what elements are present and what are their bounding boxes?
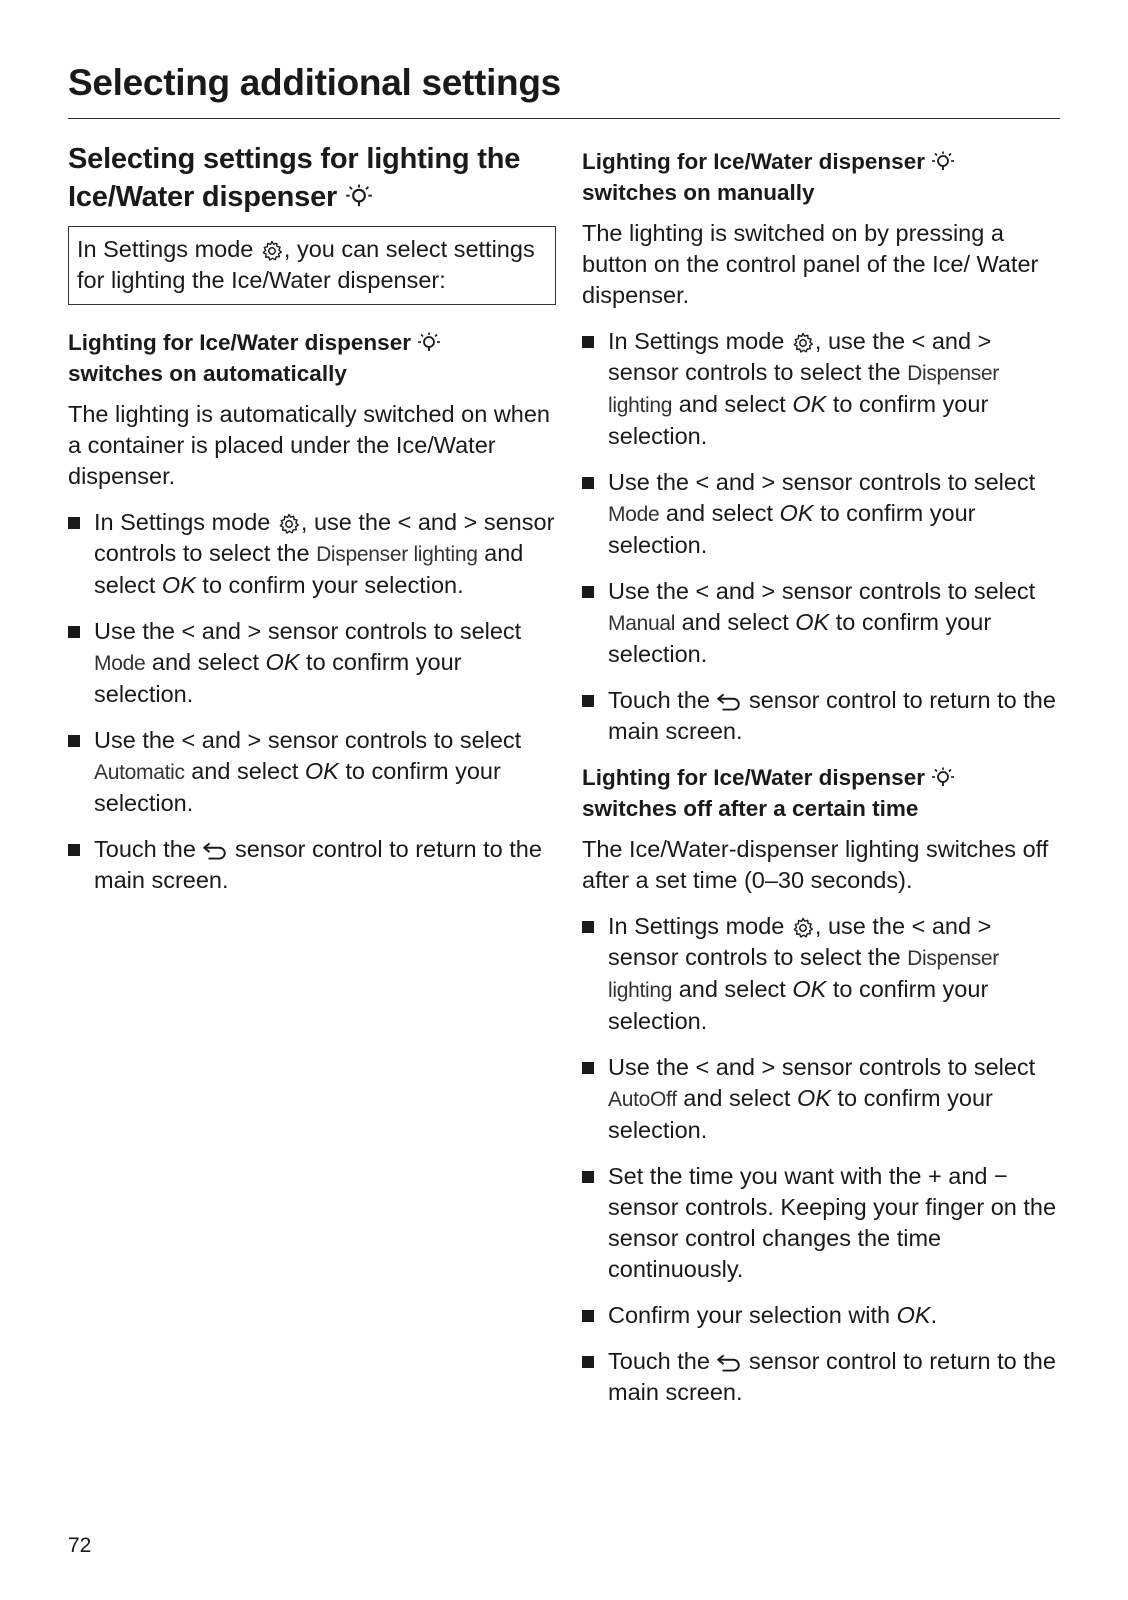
step-list — [582, 326, 1060, 747]
right-arrow-icon: > — [977, 328, 992, 354]
settings-gear-icon — [260, 239, 284, 263]
display-text: Mode — [94, 652, 146, 675]
back-icon — [716, 1353, 742, 1373]
list-item: Touch the sensor control to return to the main screen. — [68, 834, 556, 896]
settings-gear-icon — [791, 916, 815, 940]
bullet-icon — [68, 626, 80, 638]
bullet-icon — [582, 1310, 594, 1322]
left-arrow-icon: < — [911, 328, 926, 354]
bullet-icon — [582, 477, 594, 489]
right-arrow-icon: > — [761, 578, 776, 604]
title-divider — [68, 118, 1060, 119]
right-arrow-icon: > — [247, 618, 262, 644]
list-item: Touch the sensor control to return to the main screen. — [582, 1346, 1060, 1408]
bullet-icon — [582, 695, 594, 707]
step-list — [68, 507, 556, 896]
ok-label: OK — [795, 609, 830, 635]
bullet-icon — [68, 735, 80, 747]
display-text: Dispenser lighting — [316, 543, 478, 566]
settings-gear-icon — [791, 331, 815, 355]
right-arrow-icon: > — [761, 1054, 776, 1080]
display-text: Mode — [608, 503, 660, 526]
ok-label: OK — [896, 1302, 931, 1328]
step-list — [582, 911, 1060, 1408]
ok-label: OK — [792, 976, 827, 1002]
right-arrow-icon: > — [247, 727, 262, 753]
left-arrow-icon: < — [695, 469, 710, 495]
right-arrow-icon: > — [761, 469, 776, 495]
left-arrow-icon: < — [181, 618, 196, 644]
list-item: Touch the sensor control to return to the main screen. — [582, 685, 1060, 747]
list-item: In Settings mode , use the < and > sensor controls to select the Dispenser lighting and select OK to confirm your selection. — [582, 911, 1060, 1037]
list-item: Use the < and > sensor controls to select AutoOff and select OK to confirm your selection. — [582, 1052, 1060, 1146]
intro-box: In Settings mode , you can select settings for lighting the Ice/Water dispenser: — [68, 226, 556, 305]
settings-gear-icon — [277, 512, 301, 536]
ok-label: OK — [161, 572, 196, 598]
light-icon — [931, 767, 955, 791]
display-text: AutoOff — [608, 1088, 677, 1111]
left-arrow-icon: < — [397, 509, 412, 535]
page-number: 72 — [68, 1534, 92, 1557]
paragraph: The Ice/Water-dispenser lighting switches off after a set time (0–30 seconds). — [582, 836, 1049, 893]
ok-label: OK — [304, 758, 339, 784]
list-item: Use the < and > sensor controls to select Mode and select OK to confirm your selection. — [68, 616, 556, 710]
bullet-icon — [68, 517, 80, 529]
bullet-icon — [68, 844, 80, 856]
section-heading-text: Selecting settings for lighting the Ice/Water dispenser — [68, 143, 521, 213]
light-icon — [417, 332, 441, 356]
left-arrow-icon: < — [695, 1054, 710, 1080]
list-item: Confirm your selection with OK. — [582, 1300, 1060, 1331]
bullet-icon — [582, 921, 594, 933]
ok-label: OK — [779, 500, 814, 526]
subsection-heading-automatic: Lighting for Ice/Water dispenser switches on automatically — [68, 327, 556, 389]
bullet-icon — [582, 336, 594, 348]
list-item: Use the < and > sensor controls to select Automatic and select OK to confirm your selection. — [68, 725, 556, 819]
right-column — [582, 146, 1060, 1423]
back-icon — [716, 692, 742, 712]
left-arrow-icon: < — [695, 578, 710, 604]
minus-icon: − — [994, 1163, 1008, 1189]
left-arrow-icon: < — [911, 913, 926, 939]
page-title: Selecting additional settings — [68, 62, 561, 103]
list-item: Use the < and > sensor controls to select Manual and select OK to confirm your selection. — [582, 576, 1060, 670]
bullet-icon — [582, 1062, 594, 1074]
subsection-heading-manual: Lighting for Ice/Water dispenser switches on manually — [582, 146, 1060, 208]
section-heading — [68, 140, 556, 216]
left-arrow-icon: < — [181, 727, 196, 753]
plus-icon: + — [928, 1163, 942, 1189]
light-icon — [345, 184, 373, 212]
list-item: Set the time you want with the + and − sensor controls. Keeping your finger on the sensor control changes the time continuously. — [582, 1161, 1060, 1285]
display-text: Manual — [608, 612, 676, 635]
ok-label: OK — [796, 1085, 831, 1111]
right-arrow-icon: > — [977, 913, 992, 939]
back-icon — [202, 841, 228, 861]
display-text: Automatic — [94, 761, 185, 784]
subsection-heading-autooff: Lighting for Ice/Water dispenser switches off after a certain time — [582, 762, 1060, 824]
left-column — [68, 140, 556, 911]
ok-label: OK — [792, 391, 827, 417]
bullet-icon — [582, 586, 594, 598]
display-text: Dispenser lighting — [608, 947, 999, 1002]
paragraph: The lighting is automatically switched on when a container is placed under the Ice/Water dispenser. — [68, 401, 551, 489]
right-arrow-icon: > — [463, 509, 478, 535]
display-text: Dispenser lighting — [608, 362, 999, 417]
paragraph: The lighting is switched on by pressing a button on the control panel of the Ice/ Water dispenser. — [582, 220, 1039, 308]
light-icon — [931, 151, 955, 175]
ok-label: OK — [265, 649, 300, 675]
bullet-icon — [582, 1356, 594, 1368]
bullet-icon — [582, 1171, 594, 1183]
list-item: In Settings mode , use the < and > sensor controls to select the Dispenser lighting and select OK to confirm your selection. — [582, 326, 1060, 452]
list-item: In Settings mode , use the < and > sensor controls to select the Dispenser lighting and select OK to confirm your selection. — [68, 507, 556, 601]
list-item: Use the < and > sensor controls to select Mode and select OK to confirm your selection. — [582, 467, 1060, 561]
